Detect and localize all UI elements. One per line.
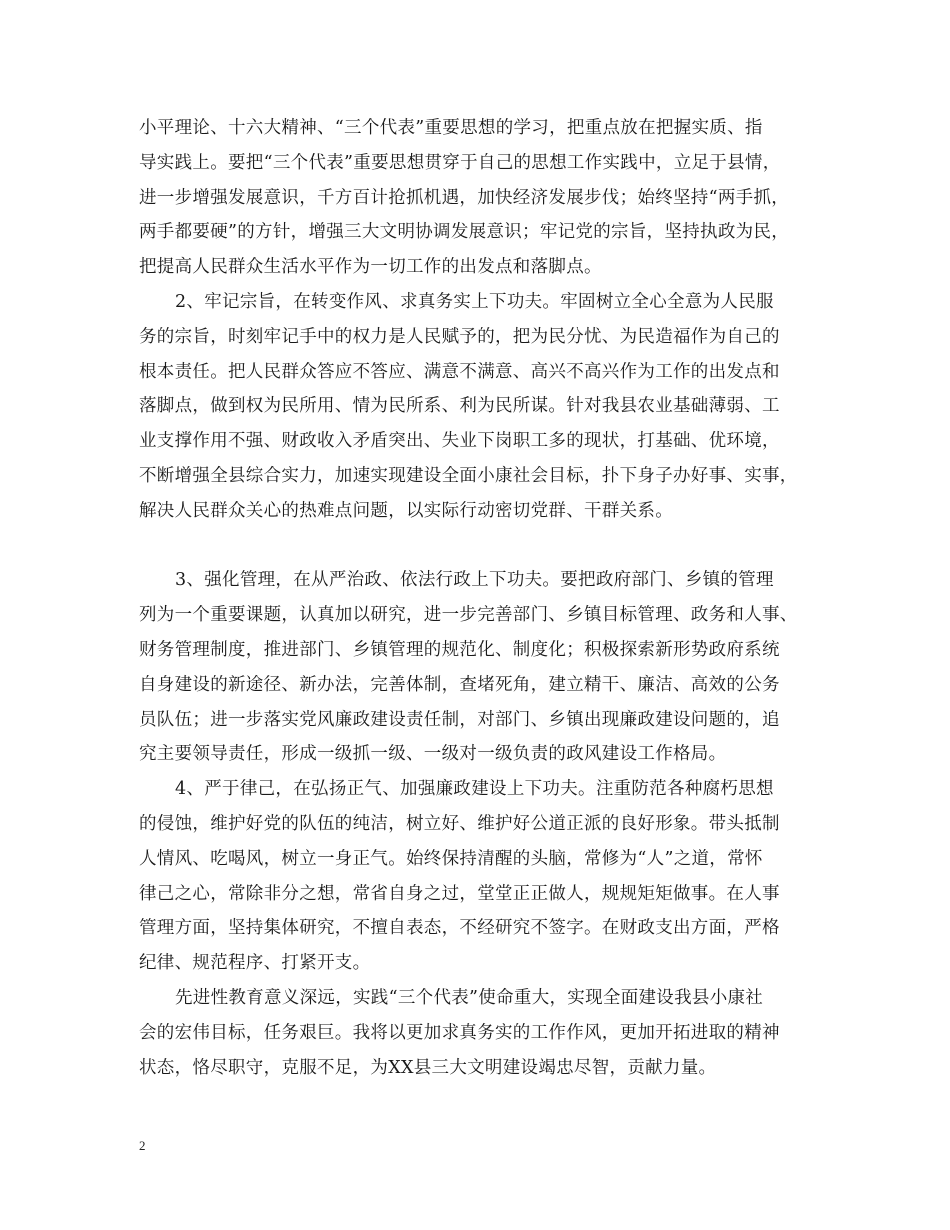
text-line: 解决人民群众关心的热难点问题，以实际行动密切党群、干群关系。 <box>139 500 673 521</box>
paragraph-conclusion <box>139 981 819 1085</box>
paragraph-continuation <box>139 111 819 285</box>
text-line: 小平理论、十六大精神、“三个代表”重要思想的学习，把重点放在把握实质、指 <box>139 118 763 138</box>
text-line <box>139 529 819 564</box>
text-line: 会的宏伟目标，任务艰巨。我将以更加求真务实的工作作风，更加开拓进取的精神 <box>139 1022 780 1043</box>
text-line: 根本责任。把人民群众答应不答应、满意不满意、高兴不高兴作为工作的出发点和 <box>139 361 780 382</box>
text-line: 业支撑作用不强、财政收入矛盾突出、失业下岗职工多的现状，打基础、优环境， <box>139 431 780 452</box>
text-line: 财务管理制度，推进部门、乡镇管理的规范化、制度化；积极探索新形势政府系统 <box>139 639 780 660</box>
text-line: 的侵蚀，维护好党的队伍的纯洁，树立好、维护好公道正派的良好形象。带头抵制 <box>139 813 780 834</box>
text-line: 纪律、规范程序、打紧开支。 <box>139 953 371 974</box>
text-line: 律己之心，常除非分之想，常省自身之过，堂堂正正做人，规规矩矩做事。在人事 <box>139 883 780 904</box>
text-line: 究主要领导责任，形成一级抓一级、一级对一级负责的政风建设工作格局。 <box>139 744 727 765</box>
paragraph-item-2 <box>139 285 819 563</box>
text-line: 进一步增强发展意识，千方百计抢抓机遇，加快经济发展步伐；始终坚持“两手抓， <box>139 187 790 208</box>
text-line: 4、严于律己，在弘扬正气、加强廉政建设上下功夫。注重防范各种腐朽思想 <box>175 779 774 800</box>
text-line: 自身建设的新途径、新办法，完善体制，查堵死角，建立精干、廉洁、高效的公务 <box>139 674 780 695</box>
text-line: 落脚点，做到权为民所用、情为民所系、利为民所谋。针对我县农业基础薄弱、工 <box>139 396 780 417</box>
text-line: 人情风、吃喝风，树立一身正气。始终保持清醒的头脑，常修为“人”之道，常怀 <box>139 848 763 869</box>
text-line: 3、强化管理，在从严治政、依法行政上下功夫。要把政府部门、乡镇的管理 <box>175 570 774 591</box>
paragraph-item-4 <box>139 772 819 981</box>
text-line: 2、牢记宗旨，在转变作风、求真务实上下功夫。牢固树立全心全意为人民服 <box>175 291 774 312</box>
text-line: 员队伍；进一步落实党风廉政建设责任制，对部门、乡镇出现廉政建设问题的，追 <box>139 709 780 730</box>
text-line: 把提高人民群众生活水平作为一切工作的出发点和落脚点。 <box>139 257 602 278</box>
text-line: 务的宗旨，时刻牢记手中的权力是人民赋予的，把为民分忧、为民造福作为自己的 <box>139 326 780 347</box>
text-line: 两手都要硬”的方针，增强三大文明协调发展意识；牢记党的宗旨，坚持执政为民， <box>139 222 790 243</box>
text-line: 导实践上。要把“三个代表”重要思想贯穿于自己的思想工作实践中，立足于县情， <box>139 152 781 173</box>
page-number: 2 <box>139 1138 146 1153</box>
text-line: 状态，恪尽职守，克服不足，为XX县三大文明建设竭忠尽智，贡献力量。 <box>139 1057 717 1078</box>
text-line: 先进性教育意义深远，实践“三个代表”使命重大，实现全面建设我县小康社 <box>175 987 764 1008</box>
text-line: 管理方面，坚持集体研究，不擅自表态，不经研究不签字。在财政支出方面，严格 <box>139 918 780 939</box>
body-text <box>139 111 819 1085</box>
text-line: 列为一个重要课题，认真加以研究，进一步完善部门、乡镇目标管理、政务和人事、 <box>139 605 798 626</box>
text-line: 不断增强全县综合实力，加速实现建设全面小康社会目标，扑下身子办好事、实事， <box>139 465 798 486</box>
paragraph-item-3 <box>139 563 819 772</box>
